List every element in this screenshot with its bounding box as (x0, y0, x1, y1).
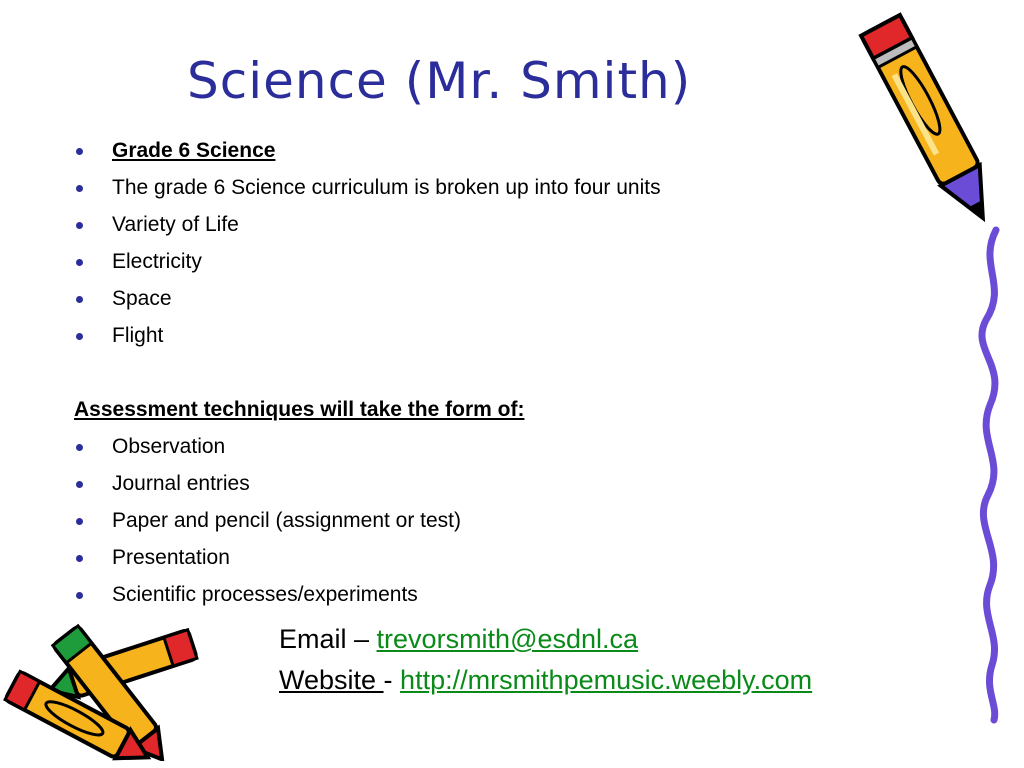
list-item (74, 430, 661, 467)
list-item (74, 134, 661, 171)
list-item (74, 282, 661, 319)
list-item (74, 208, 661, 245)
website-label: Website (279, 665, 384, 695)
email-link[interactable]: trevorsmith@esdnl.ca (376, 624, 639, 654)
contact-block (279, 619, 812, 701)
list-item-text: Paper and pencil (assignment or test) (112, 509, 462, 532)
list-item-text: Electricity (112, 250, 202, 273)
list-item-text: Journal entries (112, 472, 250, 495)
bullet-icon (76, 592, 83, 599)
section-heading: Grade 6 Science (112, 139, 276, 162)
website-line (279, 660, 812, 701)
website-separator: - (383, 665, 401, 695)
slide-body (74, 134, 661, 615)
bullet-icon (76, 259, 83, 266)
bullet-icon (76, 333, 83, 340)
bullet-icon (76, 222, 83, 229)
assessment-heading: Assessment techniques will take the form of: (74, 398, 525, 421)
bullet-icon (76, 148, 83, 155)
crossed-pencils-clipart-icon (0, 616, 205, 761)
list-item (74, 245, 661, 282)
list-item-text: Scientific processes/experiments (112, 583, 418, 606)
bullet-icon (76, 481, 83, 488)
pencil-clipart-icon (858, 2, 1008, 242)
top-bullet-list (74, 134, 661, 356)
bullet-icon (76, 555, 83, 562)
squiggle-line-decoration (968, 225, 1018, 725)
bullet-icon (76, 518, 83, 525)
email-line (279, 619, 812, 660)
list-item-text: Presentation (112, 546, 230, 569)
list-item (74, 578, 661, 615)
assessment-bullet-list (74, 430, 661, 615)
website-link[interactable]: http://mrsmithpemusic.weebly.com (400, 665, 813, 695)
list-item (74, 319, 661, 356)
list-item (74, 541, 661, 578)
email-label: Email – (279, 624, 377, 654)
bullet-icon (76, 296, 83, 303)
bullet-icon (76, 444, 83, 451)
list-item (74, 504, 661, 541)
list-item-text: Observation (112, 435, 226, 458)
list-item-text: Space (112, 287, 172, 310)
slide-title: Science (Mr. Smith) (187, 52, 692, 110)
list-item (74, 171, 661, 208)
list-item-text: The grade 6 Science curriculum is broken up into four units (112, 176, 661, 199)
list-item (74, 467, 661, 504)
list-item-text: Flight (112, 324, 164, 347)
list-item-text: Variety of Life (112, 213, 239, 236)
bullet-icon (76, 185, 83, 192)
